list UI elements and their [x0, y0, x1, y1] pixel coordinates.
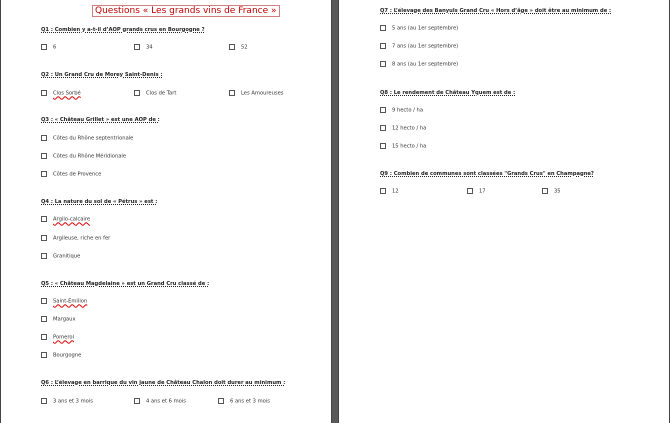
q3-option-3[interactable]: Côtes de Provence: [41, 171, 101, 178]
checkbox[interactable]: [380, 125, 386, 131]
checkbox[interactable]: [41, 153, 47, 159]
checkbox[interactable]: [542, 188, 548, 194]
checkbox[interactable]: [380, 188, 386, 194]
document-page-right: [338, 0, 670, 423]
checkbox[interactable]: [41, 253, 47, 259]
q1-option-3[interactable]: 52: [229, 44, 248, 51]
checkbox[interactable]: [41, 352, 47, 358]
document-page-left: [0, 0, 332, 423]
question-7: Q7 : L’élevage des Banyuls Grand Cru « Hors d’âge » doit être au minimum de :: [380, 8, 612, 14]
checkbox[interactable]: [41, 216, 47, 222]
q7-option-1[interactable]: 5 ans (au 1er septembre): [380, 25, 458, 32]
checkbox[interactable]: [229, 90, 235, 96]
document-title: Questions « Les grands vins de France »: [92, 5, 280, 17]
q2-option-3[interactable]: Les Amoureuses: [229, 90, 284, 97]
checkbox[interactable]: [467, 188, 473, 194]
q9-option-2[interactable]: 17: [467, 188, 486, 195]
checkbox[interactable]: [41, 298, 47, 304]
q8-option-2[interactable]: 12 hecto / ha: [380, 125, 426, 132]
checkbox[interactable]: [218, 398, 224, 404]
checkbox[interactable]: [380, 107, 386, 113]
q5-option-1[interactable]: Saint-Emilion: [41, 298, 87, 305]
question-3: Q3 : « Château Grillet » est une AOP de :: [41, 117, 160, 123]
q9-option-1[interactable]: 12: [380, 188, 399, 195]
checkbox[interactable]: [41, 235, 47, 241]
q6-option-3[interactable]: 6 ans et 3 mois: [218, 398, 270, 405]
q4-option-1[interactable]: Argilo-calcaire: [41, 216, 90, 223]
q1-option-2[interactable]: 34: [134, 44, 153, 51]
checkbox[interactable]: [41, 334, 47, 340]
checkbox[interactable]: [41, 90, 47, 96]
question-1: Q1 : Combien y a-t-il d’AOP grands crus en Bourgogne ?: [41, 27, 205, 33]
q2-option-1[interactable]: Clos Sorbé: [41, 90, 81, 97]
q5-option-2[interactable]: Margaux: [41, 316, 76, 323]
q8-option-3[interactable]: 15 hecto / ha: [380, 143, 426, 150]
q5-option-3[interactable]: Pomerol: [41, 334, 74, 341]
checkbox[interactable]: [134, 44, 140, 50]
q4-option-3[interactable]: Granitique: [41, 253, 80, 260]
q4-option-2[interactable]: Argileuse, riche en fer: [41, 235, 110, 242]
q3-option-2[interactable]: Côtes du Rhône Méridionale: [41, 153, 126, 160]
q8-option-1[interactable]: 9 hecto / ha: [380, 107, 423, 114]
question-6: Q6 : L’élevage en barrique du vin jaune de Château Chalon doit durer au minimum :: [41, 380, 286, 386]
checkbox[interactable]: [134, 398, 140, 404]
checkbox[interactable]: [380, 143, 386, 149]
q6-option-1[interactable]: 3 ans et 3 mois: [41, 398, 93, 405]
q7-option-2[interactable]: 7 ans (au 1er septembre): [380, 43, 458, 50]
q1-option-1[interactable]: 6: [41, 44, 56, 51]
checkbox[interactable]: [41, 171, 47, 177]
checkbox[interactable]: [41, 135, 47, 141]
question-4: Q4 : La nature du sol de « Pétrus » est :: [41, 199, 158, 205]
q6-option-2[interactable]: 4 ans et 6 mois: [134, 398, 186, 405]
q7-option-3[interactable]: 8 ans (au 1er septembre): [380, 61, 458, 68]
checkbox[interactable]: [41, 398, 47, 404]
q3-option-1[interactable]: Côtes du Rhône septentrionale: [41, 135, 133, 142]
checkbox[interactable]: [229, 44, 235, 50]
question-5: Q5 : « Château Magdelaine » est un Grand Cru classé de :: [41, 281, 210, 287]
q9-option-3[interactable]: 35: [542, 188, 561, 195]
question-2: Q2 : Un Grand Cru de Morey Saint-Denis :: [41, 72, 163, 78]
checkbox[interactable]: [380, 43, 386, 49]
question-8: Q8 : Le rendement de Château Yquem est de :: [380, 90, 516, 96]
checkbox[interactable]: [380, 61, 386, 67]
checkbox[interactable]: [41, 316, 47, 322]
checkbox[interactable]: [380, 25, 386, 31]
checkbox[interactable]: [134, 90, 140, 96]
q5-option-4[interactable]: Bourgogne: [41, 352, 81, 359]
checkbox[interactable]: [41, 44, 47, 50]
question-9: Q9 : Combien de communes sont classées "Grands Crus" en Champagne?: [380, 171, 594, 177]
q2-option-2[interactable]: Clos de Tart: [134, 90, 176, 97]
